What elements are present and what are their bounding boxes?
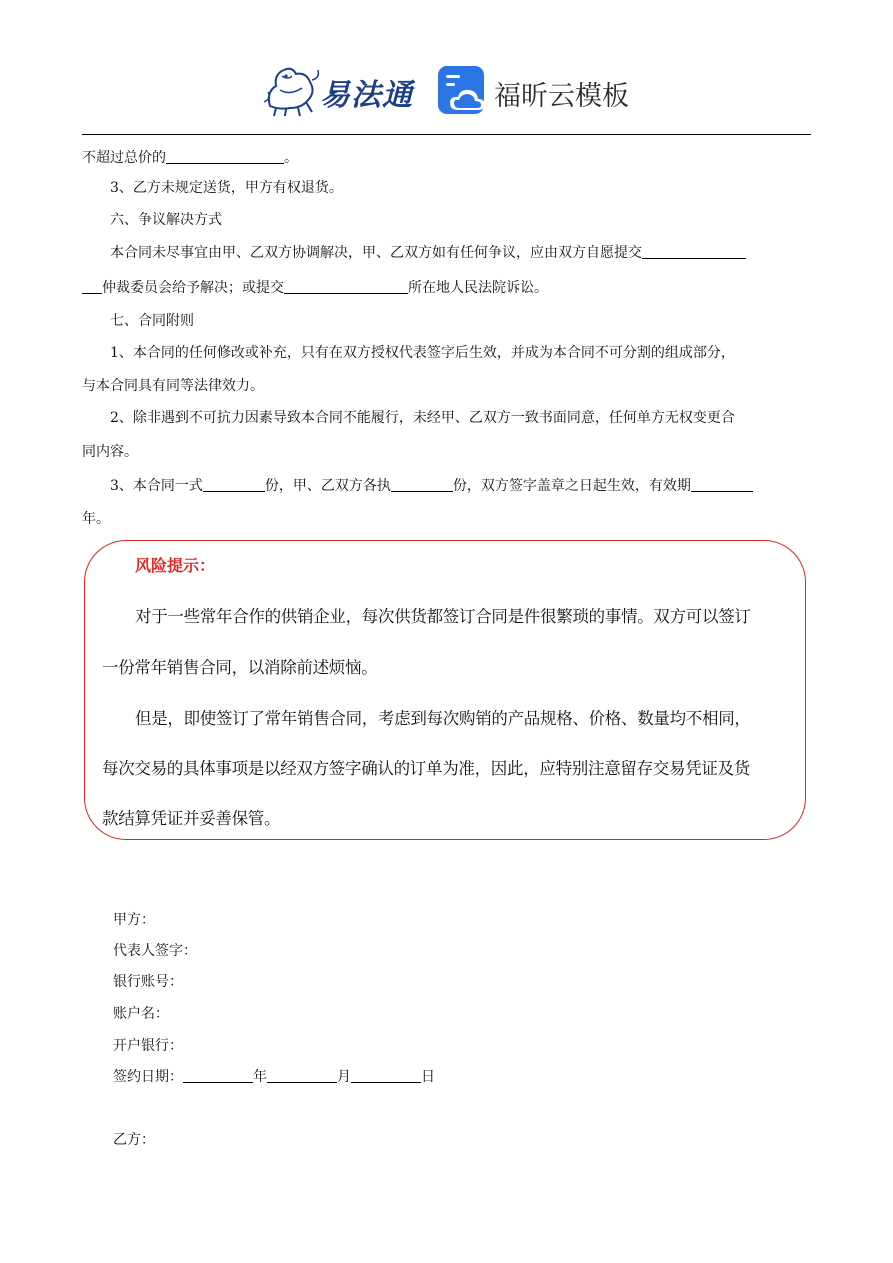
blank-field <box>284 279 408 294</box>
account-name-label: 账户名： <box>113 1006 169 1022</box>
text-line: 仲裁委员会给予解决；或提交 所在地人民法院诉讼。 <box>82 278 812 298</box>
page-header <box>0 58 893 126</box>
text-line: 3、乙方未规定送货，甲方有权退货。 <box>110 180 343 196</box>
qilin-emblem-icon <box>262 62 322 118</box>
blank-field <box>166 149 284 164</box>
risk-title: 风险提示： <box>135 556 216 575</box>
logo1-text: 易法通 <box>320 78 413 113</box>
header-divider <box>82 134 811 135</box>
risk-text-line: 每次交易的具体事项是以经双方签字确认的订单为准，因此，应特别注意留存交易凭证及货 <box>102 759 751 778</box>
text-line: 3、本合同一式 份，甲、乙双方各执 份，双方签字盖章之日起生效，有效期 <box>82 476 840 496</box>
logo2-text: 福昕云模板 <box>494 81 629 112</box>
blank-field <box>203 477 265 492</box>
representative-signature-label: 代表人签字： <box>113 943 197 959</box>
risk-text-line: 一份常年销售合同，以消除前述烦恼。 <box>102 658 378 677</box>
text-line: 1、本合同的任何修改或补充，只有在双方授权代表签字后生效，并成为本合同不可分割的组成部分， <box>110 345 735 361</box>
section-title: 七、合同附则 <box>110 313 194 329</box>
text-line: 与本合同具有同等法律效力。 <box>82 378 264 394</box>
risk-text-line: 但是，即使签订了常年销售合同，考虑到每次购销的产品规格、价格、数量均不相同， <box>135 709 751 728</box>
bank-account-label: 银行账号： <box>113 974 183 990</box>
risk-warning-box <box>84 540 806 840</box>
blank-field <box>691 477 753 492</box>
yifatong-logo <box>262 62 412 118</box>
fuxin-cloud-logo <box>436 64 636 118</box>
risk-text-line: 对于一些常年合作的供销企业，每次供货都签订合同是件很繁琐的事情。双方可以签订 <box>135 607 751 626</box>
blank-field <box>267 1068 337 1083</box>
section-title: 六、争议解决方式 <box>110 212 222 228</box>
text-line: 2、除非遇到不可抗力因素导致本合同不能履行，未经甲、乙双方一致书面同意，任何单方无权变更合 <box>110 410 735 426</box>
party-b-label: 乙方： <box>113 1132 155 1148</box>
signing-date-row: 签约日期： 年 月 日 <box>113 1069 435 1085</box>
party-a-label: 甲方： <box>113 912 155 928</box>
text-line: 年。 <box>82 511 110 527</box>
blank-field <box>391 477 453 492</box>
blank-field <box>351 1068 421 1083</box>
text-line: 不超过总价的 。 <box>82 150 298 166</box>
blank-field <box>82 279 102 294</box>
bank-label: 开户银行： <box>113 1038 183 1054</box>
blank-field <box>642 244 746 259</box>
blank-field <box>183 1068 253 1083</box>
cloud-document-icon <box>436 64 488 116</box>
risk-text-line: 款结算凭证并妥善保管。 <box>102 809 281 828</box>
text-line: 本合同未尽事宜由甲、乙双方协调解决，甲、乙双方如有任何争议，应由双方自愿提交 <box>82 243 840 263</box>
text-line: 同内容。 <box>82 444 138 460</box>
